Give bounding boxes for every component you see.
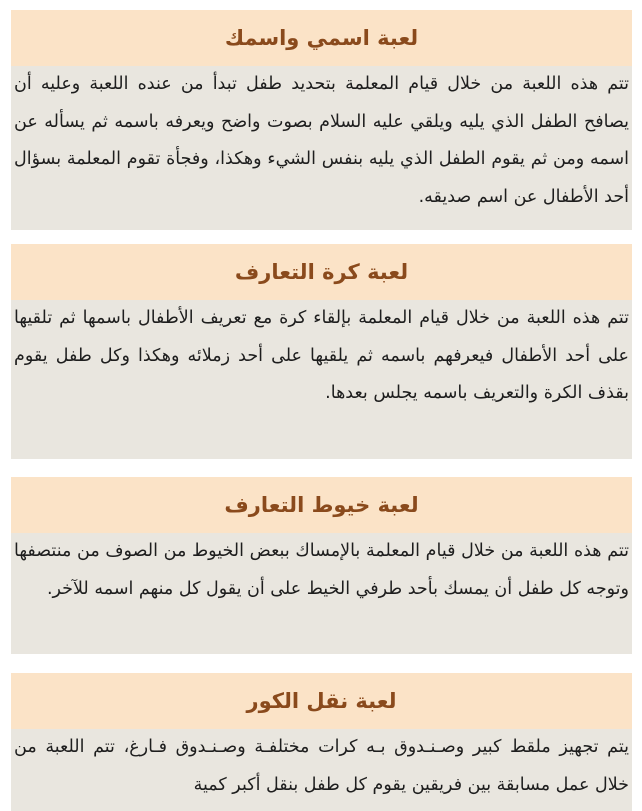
activity-paragraph-4: يتم تجهيز ملقط كبير وصـنـدوق بـه كرات مختلفـة وصـنـدوق فـارغ، تتم اللعبة من خلال عمل مسابقة بين فريقين يقوم كل طفل بنقل أكبر كمية <box>14 737 629 795</box>
activity-text-2 <box>11 300 632 413</box>
activity-text-4 <box>11 729 632 804</box>
activity-text-3 <box>11 533 632 608</box>
activity-title-2: لعبة كرة التعارف <box>11 244 632 300</box>
activity-card-4 <box>11 673 632 811</box>
activity-paragraph-3: تتم هذه اللعبة من خلال قيام المعلمة بالإمساك ببعض الخيوط من الصوف من منتصفها وتوجه كل طفل أن يمسك بأحد طرفي الخيط على أن يقول كل منهم اسمه للآخر. <box>14 541 629 599</box>
activity-text-1 <box>11 66 632 216</box>
activity-card-3 <box>11 477 632 654</box>
activity-title-4: لعبة نقل الكور <box>11 673 632 729</box>
activity-card-2 <box>11 244 632 459</box>
activity-paragraph-2: تتم هذه اللعبة من خلال قيام المعلمة بإلقاء كرة مع تعريف الأطفال باسمها ثم تلقيها على أحد الأطفال فيعرفهم باسمه ثم يلقيها على أحد زملائه وهكذا وكل طفل يقوم بقذف الكرة والتعريف باسمه يجلس بعدها. <box>14 308 629 403</box>
activity-title-3: لعبة خيوط التعارف <box>11 477 632 533</box>
activity-card-1 <box>11 10 632 230</box>
activity-paragraph-1: تتم هذه اللعبة من خلال قيام المعلمة بتحديد طفل تبدأ من عنده اللعبة وعليه أن يصافح الطفل الذي يليه ويلقي عليه السلام بصوت واضح ويعرفه باسمه ثم يسأله عن اسمه ومن ثم يقوم الطفل الذي يليه بنفس الشيء وهكذا، وفجأة تقوم المعلمة بسؤال أحد الأطفال عن اسم صديقه. <box>14 74 629 207</box>
activity-title-1: لعبة اسمي واسمك <box>11 10 632 66</box>
